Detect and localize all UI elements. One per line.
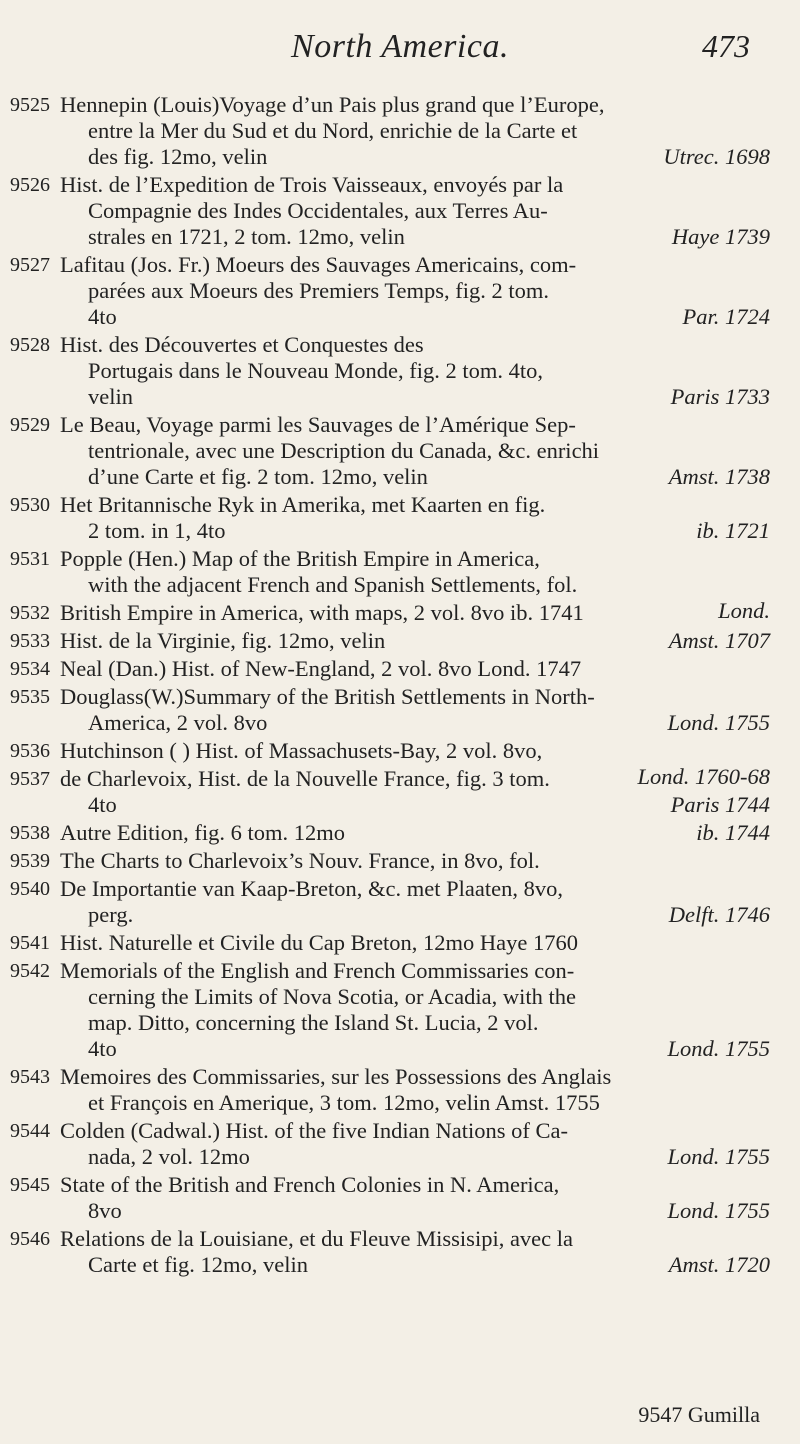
entry-line (60, 332, 770, 358)
entry-line (88, 198, 770, 224)
entry-line (88, 278, 770, 304)
entry-imprint: Lond. 1755 (667, 1144, 770, 1169)
entry-text: Hutchinson ( ) Hist. of Massachusets-Bay, 2 vol. 8vo, (60, 738, 543, 763)
entry-line (88, 304, 770, 330)
entry-text: des fig. 12mo, velin (88, 144, 268, 169)
entry-text: velin (88, 384, 133, 409)
entry-text: State of the British and French Colonies in N. America, (60, 1172, 560, 1197)
catalogue-entry (0, 92, 800, 170)
entry-text: Memorials of the English and French Commissaries con- (60, 958, 575, 983)
entry-line (88, 984, 770, 1010)
entry-text: 4to (88, 792, 117, 817)
entry-line (88, 1252, 770, 1278)
entry-text: America, 2 vol. 8vo (88, 710, 268, 735)
entry-line (60, 1172, 770, 1198)
page-header (0, 28, 800, 78)
entry-line (88, 438, 770, 464)
entry-line (60, 876, 770, 902)
catalogue-entry (0, 628, 800, 654)
entry-number: 9531 (10, 548, 50, 570)
entry-number: 9535 (10, 686, 50, 708)
entry-number: 9532 (10, 602, 50, 624)
entry-text: with the adjacent French and Spanish Settlements, fol. (88, 572, 578, 597)
entry-imprint: Delft. 1746 (668, 902, 770, 927)
entry-number: 9540 (10, 878, 50, 900)
entry-text: British Empire in America, with maps, 2 vol. 8vo ib. 1741 (60, 600, 584, 625)
entry-line (60, 848, 770, 874)
entry-number: 9534 (10, 658, 50, 680)
catalogue-entry (0, 172, 800, 250)
entry-text: The Charts to Charlevoix’s Nouv. France, in 8vo, fol. (60, 848, 540, 873)
entry-number: 9544 (10, 1120, 50, 1142)
entry-line (60, 820, 770, 846)
entry-text: Compagnie des Indes Occidentales, aux Terres Au- (88, 198, 548, 223)
entry-text: cerning the Limits of Nova Scotia, or Acadia, with the (88, 984, 577, 1009)
entry-line (88, 902, 770, 928)
entry-text: Carte et fig. 12mo, velin (88, 1252, 308, 1277)
entry-line (60, 930, 770, 956)
catalogue-entry (0, 1064, 800, 1116)
entry-text: map. Ditto, concerning the Island St. Lucia, 2 vol. (88, 1010, 539, 1035)
entry-line (88, 792, 770, 818)
entry-text: d’une Carte et fig. 2 tom. 12mo, velin (88, 464, 428, 489)
entry-line (88, 384, 770, 410)
entry-line (60, 766, 770, 792)
entry-line (88, 224, 770, 250)
catalogue-entry (0, 1226, 800, 1278)
entry-number: 9530 (10, 494, 50, 516)
entry-line (60, 656, 770, 682)
catalogue-entry (0, 252, 800, 330)
entry-line (60, 958, 770, 984)
entry-text: entre la Mer du Sud et du Nord, enrichie de la Carte et (88, 118, 578, 143)
entry-imprint: Amst. 1738 (668, 464, 770, 489)
entry-line (88, 118, 770, 144)
entry-text: et François en Amerique, 3 tom. 12mo, velin Amst. 1755 (88, 1090, 600, 1115)
entry-number: 9539 (10, 850, 50, 872)
entry-imprint: ib. 1744 (696, 820, 770, 845)
catalogue-entry (0, 1118, 800, 1170)
entry-line (88, 1090, 770, 1116)
entry-text: parées aux Moeurs des Premiers Temps, fig. 2 tom. (88, 278, 550, 303)
entry-line (88, 1036, 770, 1062)
entry-imprint: Par. 1724 (682, 304, 770, 329)
entry-number: 9538 (10, 822, 50, 844)
entry-text: Hist. Naturelle et Civile du Cap Breton, 12mo Haye 1760 (60, 930, 579, 955)
entry-text: Hist. des Découvertes et Conquestes des (60, 332, 424, 357)
catalogue-entry (0, 412, 800, 490)
entry-number: 9536 (10, 740, 50, 762)
entry-text: Hist. de la Virginie, fig. 12mo, velin (60, 628, 386, 653)
entry-text: 4to (88, 304, 117, 329)
entry-imprint: Utrec. 1698 (663, 144, 770, 169)
entry-number: 9526 (10, 174, 50, 196)
entry-line (88, 518, 770, 544)
entry-text: Douglass(W.)Summary of the British Settlements in North- (60, 684, 595, 709)
entry-text: Neal (Dan.) Hist. of New-England, 2 vol. 8vo Lond. 1747 (60, 656, 582, 681)
catalogue-entry (0, 332, 800, 410)
entry-imprint: Amst. 1707 (668, 628, 770, 653)
entry-line (60, 628, 770, 654)
entry-line (60, 492, 770, 518)
entry-line (88, 1198, 770, 1224)
entry-number: 9533 (10, 630, 50, 652)
entry-text: Portugais dans le Nouveau Monde, fig. 2 tom. 4to, (88, 358, 543, 383)
catalogue-entry (0, 820, 800, 846)
entry-text: perg. (88, 902, 134, 927)
entry-number: 9541 (10, 932, 50, 954)
entry-line (60, 738, 770, 764)
entry-line (88, 710, 770, 736)
entry-imprint: Lond. 1755 (667, 710, 770, 735)
entry-text: Le Beau, Voyage parmi les Sauvages de l’Amérique Sep- (60, 412, 576, 437)
entry-text: tentrionale, avec une Description du Canada, &c. enrichi (88, 438, 600, 463)
catalogue-entry (0, 600, 800, 626)
entry-number: 9527 (10, 254, 50, 276)
entry-line (88, 144, 770, 170)
entry-text: Lafitau (Jos. Fr.) Moeurs des Sauvages Americains, com- (60, 252, 577, 277)
entry-line (60, 1118, 770, 1144)
catalogue-entry (0, 766, 800, 818)
entry-line (60, 1064, 770, 1090)
entry-line (60, 546, 770, 572)
running-title: North America. (291, 28, 509, 65)
catalogue-entry (0, 876, 800, 928)
entry-number: 9543 (10, 1066, 50, 1088)
catchword: 9547 Gumilla (638, 1402, 760, 1427)
entry-text: Relations de la Louisiane, et du Fleuve Missisipi, avec la (60, 1226, 574, 1251)
entry-text: Autre Edition, fig. 6 tom. 12mo (60, 820, 345, 845)
entry-imprint: Lond. (718, 598, 770, 623)
catalogue-entries (0, 92, 800, 1280)
entry-imprint: Lond. 1755 (667, 1198, 770, 1223)
entry-line (60, 92, 770, 118)
entry-number: 9537 (10, 768, 50, 790)
entry-text: De Importantie van Kaap-Breton, &c. met Plaaten, 8vo, (60, 876, 563, 901)
entry-number: 9545 (10, 1174, 50, 1196)
entry-imprint: Paris 1744 (670, 792, 770, 817)
catalogue-entry (0, 930, 800, 956)
entry-line (88, 1144, 770, 1170)
entry-imprint: Lond. 1755 (667, 1036, 770, 1061)
entry-line (88, 358, 770, 384)
entry-number: 9525 (10, 94, 50, 116)
entry-text: Het Britannische Ryk in Amerika, met Kaarten en fig. (60, 492, 546, 517)
entry-line (60, 252, 770, 278)
catalogue-entry (0, 684, 800, 736)
entry-imprint: Paris 1733 (670, 384, 770, 409)
page-number: 473 (702, 28, 750, 64)
catalogue-entry (0, 1172, 800, 1224)
entry-line (88, 464, 770, 490)
entry-text: Colden (Cadwal.) Hist. of the five Indian Nations of Ca- (60, 1118, 569, 1143)
entry-text: Hennepin (Louis)Voyage d’un Pais plus grand que l’Europe, (60, 92, 605, 117)
entry-line (60, 1226, 770, 1252)
entry-imprint: Haye 1739 (671, 224, 770, 249)
entry-text: 2 tom. in 1, 4to (88, 518, 226, 543)
entry-line (60, 684, 770, 710)
entry-text: 8vo (88, 1198, 122, 1223)
entry-number: 9529 (10, 414, 50, 436)
entry-line (60, 412, 770, 438)
entry-number: 9546 (10, 1228, 50, 1250)
catalogue-entry (0, 958, 800, 1062)
entry-number: 9542 (10, 960, 50, 982)
entry-text: Hist. de l’Expedition de Trois Vaisseaux, envoyés par la (60, 172, 564, 197)
entry-text: de Charlevoix, Hist. de la Nouvelle France, fig. 3 tom. (60, 766, 550, 791)
entry-imprint: ib. 1721 (696, 518, 770, 543)
entry-number: 9528 (10, 334, 50, 356)
entry-text: nada, 2 vol. 12mo (88, 1144, 250, 1169)
entry-imprint: Amst. 1720 (668, 1252, 770, 1277)
catalogue-entry (0, 656, 800, 682)
entry-line (88, 572, 770, 598)
entry-text: Popple (Hen.) Map of the British Empire in America, (60, 546, 540, 571)
entry-imprint: Lond. 1760-68 (637, 764, 770, 789)
entry-line (60, 172, 770, 198)
entry-text: strales en 1721, 2 tom. 12mo, velin (88, 224, 405, 249)
catalogue-entry (0, 848, 800, 874)
entry-text: 4to (88, 1036, 117, 1061)
entry-line (88, 1010, 770, 1036)
catalogue-entry (0, 492, 800, 544)
entry-text: Memoires des Commissaries, sur les Possessions des Anglais (60, 1064, 612, 1089)
entry-line (60, 600, 770, 626)
